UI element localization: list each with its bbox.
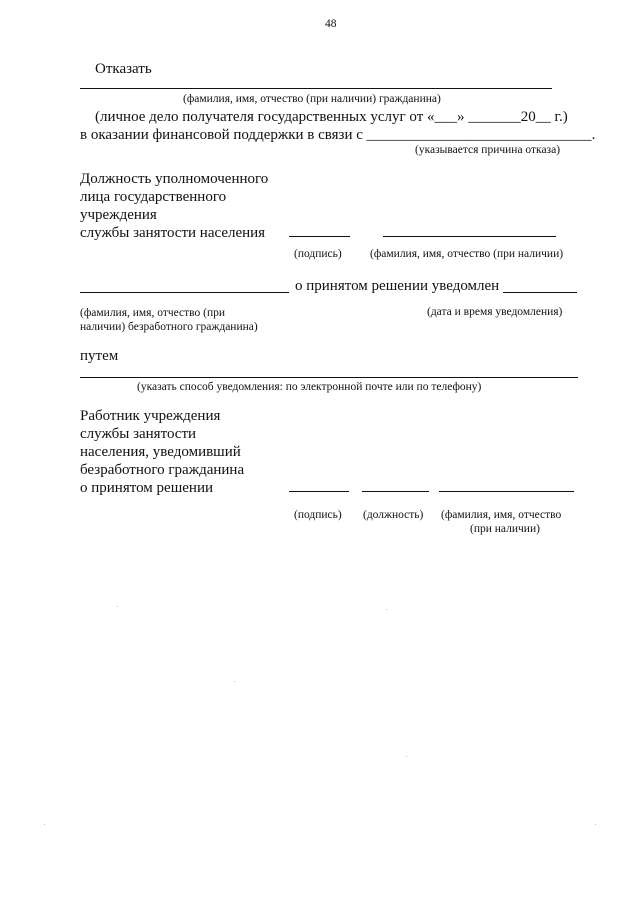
page-number: 48 — [325, 18, 337, 30]
notification-datetime-line — [503, 292, 577, 293]
citizen-name-caption: (фамилия, имя, отчество (при наличии) гражданина) — [183, 93, 441, 105]
scan-speck — [117, 606, 118, 607]
official-name-caption: (фамилия, имя, отчество (при наличии) — [370, 248, 564, 260]
official-line-3: учреждения — [80, 207, 157, 223]
official-line-1: Должность уполномоченного — [80, 171, 269, 187]
citizen-signature-line — [80, 292, 289, 293]
notifier-position-line — [362, 491, 429, 492]
datetime-caption: (дата и время уведомления) — [427, 306, 563, 318]
method-label: путем — [80, 348, 119, 364]
official-line-4: службы занятости населения — [80, 225, 266, 241]
scan-speck — [234, 681, 235, 682]
notifier-line-2: службы занятости — [80, 426, 197, 442]
method-caption: (указать способ уведомления: по электронной почте или по телефону) — [137, 381, 482, 393]
notification-method-line — [80, 377, 578, 378]
notifier-name-caption-1: (фамилия, имя, отчество — [441, 509, 562, 521]
scan-speck — [44, 824, 45, 825]
citizen-name-line — [80, 88, 552, 89]
notifier-line-3: населения, уведомивший — [80, 444, 241, 460]
scan-speck — [595, 824, 596, 825]
notifier-signature-line — [289, 491, 349, 492]
notifier-line-5: о принятом решении — [80, 480, 213, 496]
official-line-2: лица государственного — [80, 189, 227, 205]
notified-text: о принятом решении уведомлен — [295, 278, 500, 294]
notifier-name-caption-2: (при наличии) — [470, 523, 540, 535]
refusal-title: Отказать — [95, 61, 152, 77]
notifier-line-4: безработного гражданина — [80, 462, 245, 478]
notifier-signature-caption: (подпись) — [294, 509, 342, 521]
scan-speck — [386, 609, 387, 610]
official-signature-caption: (подпись) — [294, 248, 342, 260]
case-line: (личное дело получателя государственных услуг от «___» _______20__ г.) — [95, 109, 568, 125]
notifier-line-1: Работник учреждения — [80, 408, 221, 424]
citizen-caption-1: (фамилия, имя, отчество (при — [80, 307, 226, 319]
citizen-caption-2: наличии) безработного гражданина) — [80, 321, 258, 333]
scan-speck — [406, 756, 407, 757]
reason-line: в оказании финансовой поддержки в связи с ______________________________. — [80, 127, 596, 143]
reason-caption: (указывается причина отказа) — [415, 144, 561, 156]
notifier-name-line — [439, 491, 574, 492]
official-name-line — [383, 236, 556, 237]
official-signature-line — [289, 236, 350, 237]
notifier-position-caption: (должность) — [363, 509, 424, 521]
